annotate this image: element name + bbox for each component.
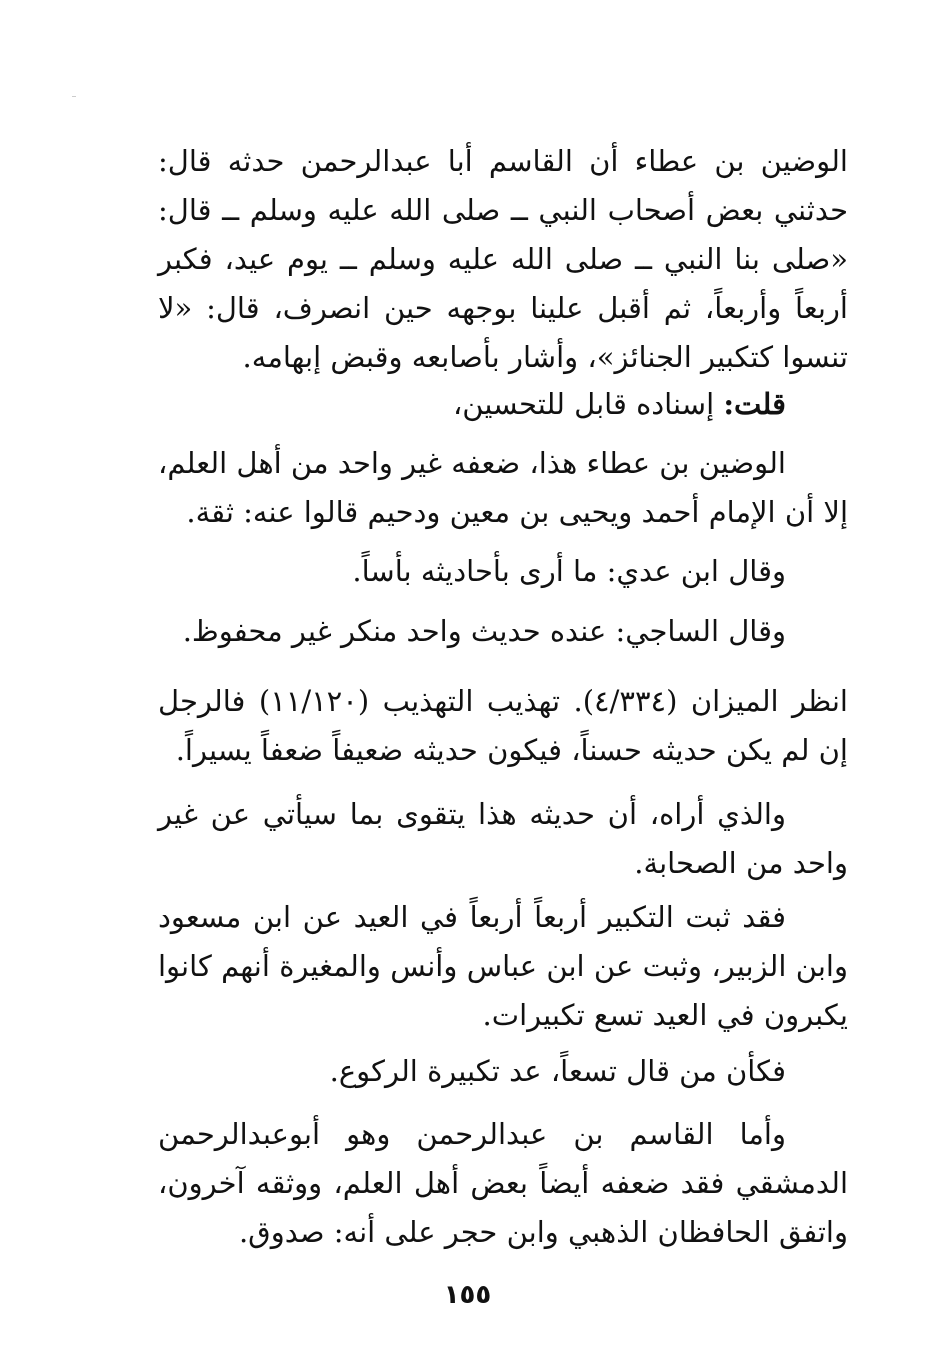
- paragraph-ibn-adi: وقال ابن عدي: ما أرى بأحاديثه بأساً.: [352, 554, 786, 588]
- paragraph-reference: انظر الميزان (٤/٣٣٤). تهذيب التهذيب (١١/١٢٠) فالرجل إن لم يكن حديثه حسناً، فيكون حديثه ضعيفاً ضعفاً يسيراً.: [158, 684, 848, 767]
- paragraph-nine: فكأن من قال تسعاً، عد تكبيرة الركوع.: [329, 1054, 786, 1088]
- paragraph-opinion: والذي أراه، أن حديثه هذا يتقوى بما سيأتي عن غير واحد من الصحابة.: [158, 797, 848, 880]
- paragraph-al-wadin: الوضين بن عطاء هذا، ضعفه غير واحد من أهل العلم، إلا أن الإمام أحمد ويحيى بن معين ودحيم قالوا عنه: ثقة.: [158, 446, 848, 529]
- margin-mark: [72, 96, 76, 97]
- qultu-text: إسناده قابل للتحسين،: [452, 387, 724, 421]
- paragraph-hadith: الوضين بن عطاء أن القاسم أبا عبدالرحمن حدثه قال: حدثني بعض أصحاب النبي ــ صلى الله عليه وسلم ــ قال: «صلى بنا النبي ــ صلى الله عليه وسلم ــ يوم عيد، فكبر أربعاً وأربعاً، ثم أقبل علينا بوجهه حين انصرف، قال: «لا تنسوا كتكبير الجنائز»، وأشار بأصابعه وقبض إبهامه.: [158, 144, 848, 374]
- paragraph-al-qasim: وأما القاسم بن عبدالرحمن وهو أبوعبدالرحمن الدمشقي فقد ضعفه أيضاً بعض أهل العلم، ووثقه آخرون، واتفق الحافظان الذهبي وابن حجر على أنه: صدوق.: [158, 1117, 848, 1249]
- page-number: ١٥٥: [443, 1280, 492, 1310]
- qultu-label: قلت:: [723, 387, 786, 421]
- paragraph-qultu: [158, 380, 848, 429]
- paragraph-takbir: فقد ثبت التكبير أربعاً أربعاً في العيد عن ابن مسعود وابن الزبير، وثبت عن ابن عباس وأنس والمغيرة أنهم كانوا يكبرون في العيد تسع تكبيرات.: [158, 900, 848, 1032]
- paragraph-al-saji: وقال الساجي: عنده حديث واحد منكر غير محفوظ.: [182, 614, 786, 648]
